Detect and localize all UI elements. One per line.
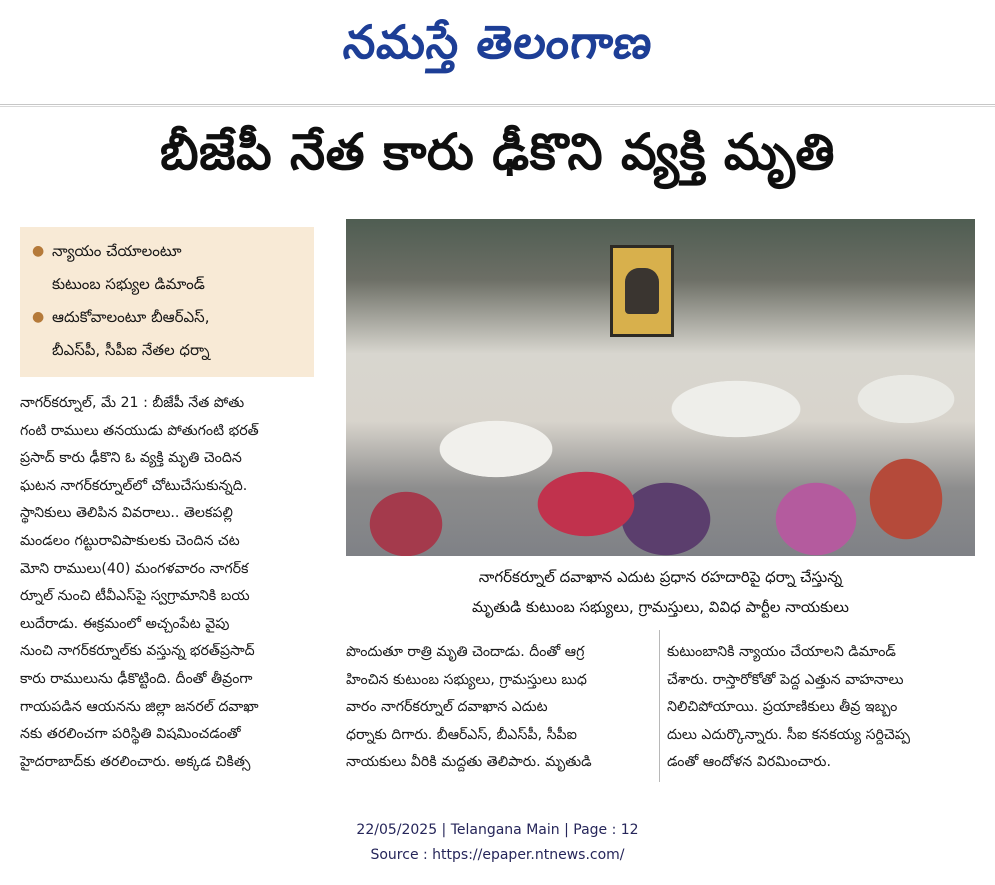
- article-line: హైదరాబాద్‌కు తరలించారు. అక్కడ చికిత్స: [20, 753, 251, 770]
- article-line: మండలం గట్టురావిపాకులకు చెందిన చట: [20, 532, 240, 549]
- highlight-line: కుటుంబ సభ్యుల డిమాండ్: [52, 275, 205, 293]
- article-column-1: [20, 390, 332, 776]
- caption-line: నాగర్‌కర్నూల్‌ దవాఖాన ఎదుట ప్రధాన రహదారిపై ధర్నా చేస్తున్న: [478, 568, 843, 586]
- memorial-poster: [610, 245, 674, 337]
- masthead-divider: [0, 104, 995, 107]
- article-line: కుటుంబానికి న్యాయం చేయాలని డిమాండ్‌: [667, 644, 896, 660]
- photo-caption: [346, 562, 975, 628]
- article-line: దులు ఎదుర్కొన్నారు. సీఐ కనకయ్య సర్దిచెప్ప: [667, 726, 910, 743]
- bullet-icon: ●: [32, 309, 45, 325]
- article-line: నకు తరలించగా పరిస్థితి విషమించడంతో: [20, 726, 241, 743]
- footer: [0, 818, 995, 868]
- article-column-3: [667, 639, 974, 777]
- article-line: నిలిచిపోయాయి. ప్రయాణికులు తీవ్ర ఇబ్బం: [667, 699, 898, 716]
- highlight-line: ఆదుకోవాలంటూ బీఆర్‌ఎస్‌,: [52, 308, 210, 326]
- article-line: కారు రాములును ఢీకొట్టింది. దీంతో తీవ్రంగా: [20, 670, 253, 687]
- article-line: నాయకులు వీరికి మద్దతు తెలిపారు. మృతుడి: [346, 754, 592, 771]
- article-line: స్థానికులు తెలిపిన వివరాలు.. తెలకపల్లి: [20, 505, 233, 522]
- footer-date-page: 22/05/2025 | Telangana Main | Page : 12: [356, 822, 639, 838]
- highlight-item: [32, 301, 304, 334]
- article-line: గాయపడిన ఆయనను జిల్లా జనరల్‌ దవాఖా: [20, 698, 259, 715]
- newspaper-logo: నమస్తే తెలంగాణ: [340, 15, 656, 69]
- highlights-box: [20, 227, 314, 377]
- article-column-2: [346, 639, 652, 777]
- article-line: ప్రసాద్‌ కారు ఢీకొని ఓ వ్యక్తి మృతి చెందిన: [20, 450, 242, 467]
- bullet-icon: ●: [32, 243, 45, 259]
- news-photo: [346, 219, 975, 556]
- article-line: ఘటన నాగర్‌కర్నూల్‌లో చోటుచేసుకున్నది.: [20, 477, 248, 494]
- headline-text: బీజేపీ నేత కారు ఢీకొని వ్యక్తి మృతి: [160, 122, 835, 181]
- headline: [0, 116, 995, 200]
- article-line: ర్నూల్‌ నుంచి టీవీఎస్‌పై స్వగ్రామానికి బయ: [20, 588, 250, 605]
- article-line: నాగర్‌కర్నూల్‌, మే 21 : బీజేపీ నేత పోతు: [20, 395, 245, 411]
- article-line: డంతో ఆందోళన విరమించారు.: [667, 754, 831, 771]
- highlight-item: [32, 235, 304, 268]
- caption-line: మృతుడి కుటుంబ సభ్యులు, గ్రామస్తులు, వివిధ పార్టీల నాయకులు: [472, 598, 849, 616]
- article-line: ధర్నాకు దిగారు. బీఆర్‌ఎస్‌, బీఎస్‌పీ, సీపీఐ: [346, 726, 577, 743]
- article-line: గంటి రాములు తనయుడు పోతుగంటి భరత్‌: [20, 422, 259, 439]
- column-divider: [659, 630, 660, 782]
- article-line: లుదేరాడు. ఈక్రమంలో అచ్చంపేట వైపు: [20, 615, 230, 632]
- article-line: నుంచి నాగర్‌కర్నూల్‌కు వస్తున్న భరత్‌ప్రసాద్‌: [20, 643, 255, 660]
- article-line: వారం నాగర్‌కర్నూల్‌ దవాఖాన ఎదుట: [346, 699, 548, 716]
- highlight-line: న్యాయం చేయాలంటూ: [52, 242, 182, 260]
- footer-source: Source : https://epaper.ntnews.com/: [370, 847, 625, 863]
- article-line: మోని రాములు(40) మంగళవారం నాగర్‌క: [20, 560, 249, 577]
- article-line: చేశారు. రాస్తారోకోతో పెద్ద ఎత్తున వాహనాలు: [667, 671, 904, 688]
- highlight-line: బీఎస్‌పీ, సీపీఐ నేతల ధర్నా: [52, 341, 210, 359]
- masthead: [0, 0, 995, 96]
- article-line: హించిన కుటుంబ సభ్యులు, గ్రామస్తులు బుధ: [346, 671, 587, 688]
- article-line: పొందుతూ రాత్రి మృతి చెందాడు. దీంతో ఆగ్ర: [346, 644, 585, 660]
